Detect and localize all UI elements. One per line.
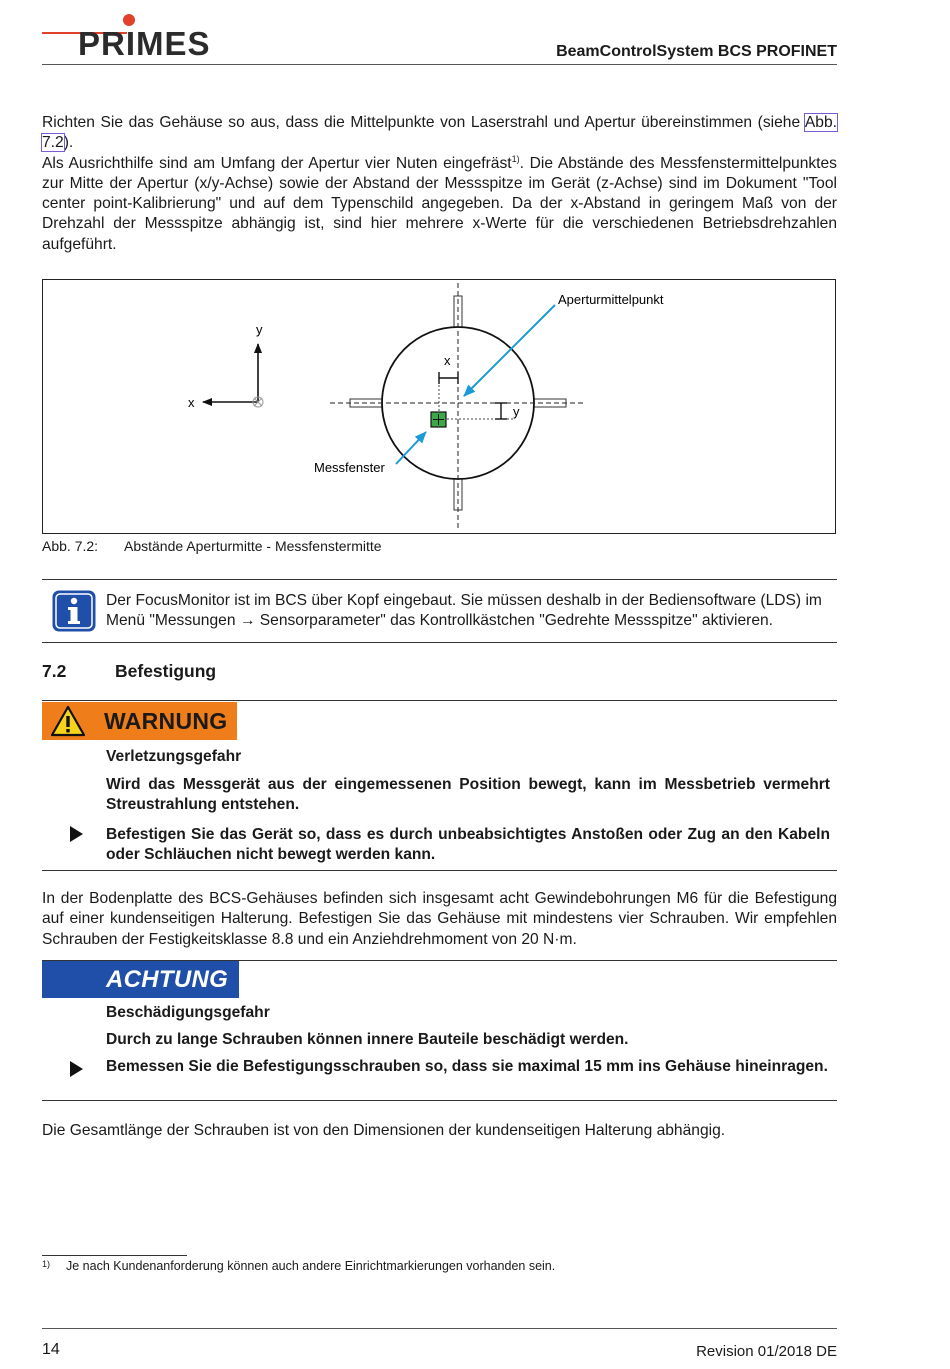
caution-bottom-rule xyxy=(42,1100,837,1101)
x-dimension-label: x xyxy=(444,353,451,368)
caution-action-arrow-icon xyxy=(70,1061,83,1077)
caution-action: Bemessen Sie die Befestigungsschrauben so, dass sie maximal 15 mm ins Gehäuse hineinragen. xyxy=(106,1058,828,1075)
info-bottom-rule xyxy=(42,642,837,643)
y-dimension-label: y xyxy=(513,404,520,419)
caution-subtitle: Beschädigungsgefahr xyxy=(106,1004,270,1021)
section-heading xyxy=(42,661,216,682)
section-title: Befestigung xyxy=(115,661,217,681)
footnote xyxy=(42,1259,555,1273)
figure-caption-number: Abb. 7.2: xyxy=(42,538,99,554)
aperture-center-label: Aperturmittelpunkt xyxy=(558,292,664,307)
aperture-center-pointer xyxy=(464,305,555,396)
footnote-mark: 1) xyxy=(42,1259,51,1269)
figure-caption xyxy=(42,538,382,554)
section-number: 7.2 xyxy=(42,661,67,681)
caution-text: Durch zu lange Schrauben können innere Bauteile beschädigt werden. xyxy=(106,1031,629,1048)
intro-line-2 xyxy=(42,154,837,255)
warning-subtitle: Verletzungsgefahr xyxy=(106,748,242,765)
footnote-text: Je nach Kundenanforderung können auch andere Einrichtmarkierungen vorhanden sein. xyxy=(66,1259,556,1273)
intro-text-1-end: ). xyxy=(63,134,74,152)
warning-action: Befestigen Sie das Gerät so, dass es durch unbeabsichtigtes Anstoßen oder Zug an den Kabeln oder Schläuchen nicht bewegt werden kann. xyxy=(106,826,830,864)
intro-text-1: Richten Sie das Gehäuse so aus, dass die Mittelpunkte von Laserstrahl und Apertur übereinstimmen (siehe xyxy=(42,114,801,131)
y-axis-label: y xyxy=(256,322,263,337)
intro-line-1 xyxy=(42,113,837,154)
intro-paragraph xyxy=(42,113,837,255)
document-title: BeamControlSystem BCS PROFINET xyxy=(556,43,837,60)
info-icon xyxy=(52,590,96,632)
footnote-rule xyxy=(42,1255,187,1256)
warning-triangle-icon xyxy=(50,705,86,737)
closing-paragraph: Die Gesamtlänge der Schrauben ist von den Dimensionen der kundenseitigen Halterung abhängig. xyxy=(42,1122,726,1139)
footer-divider xyxy=(42,1328,837,1329)
caution-label: ACHTUNG xyxy=(106,966,229,993)
header-divider xyxy=(42,64,837,65)
revision-label: Revision 01/2018 DE xyxy=(696,1343,837,1360)
aperture-diagram-svg xyxy=(43,280,835,533)
figure-aperture-diagram xyxy=(42,279,836,534)
warning-text: Wird das Messgerät aus der eingemessenen Position bewegt, kann im Messbetrieb vermehrt Streustrahlung entstehen. xyxy=(106,776,830,814)
info-top-rule xyxy=(42,579,837,580)
warning-label: WARNUNG xyxy=(104,708,228,734)
primes-logo xyxy=(42,12,217,62)
intro-text-2b: . Die Abstände des Messfenstermittelpunktes zur Mitte der Apertur (x/y-Achse) sowie der Abstand der Messspitze im Gerät (z-Achse) sind im Dokument "Tool center point-Kalibrierung" und auf dem Typenschild angegeben. Da der x-Abstand in geringem Maß von der Drehzahl der Messspitze abhängig ist, sind hier mehrere x-Werte für die verschiedenen Betriebsdrehzahlen aufgeführt. xyxy=(42,154,837,253)
figure-reference-link[interactable]: Abb. 7.2 xyxy=(42,114,837,152)
figure-caption-text: Abstände Aperturmitte - Messfenstermitte xyxy=(124,538,382,554)
x-axis-label: x xyxy=(188,395,195,410)
caution-banner xyxy=(42,961,239,998)
section-rule xyxy=(42,700,837,701)
intro-text-2a: Als Ausrichthilfe sind am Umfang der Apertur vier Nuten eingefräst xyxy=(42,154,512,172)
warning-action-arrow-icon xyxy=(70,826,83,842)
info-note-text: Der FocusMonitor ist im BCS über Kopf eingebaut. Sie müssen deshalb in der Bediensoftware (LDS) im Menü "Messungen → Sensorparameter" das Kontrollkästchen "Gedrehte Messspitze" aktivieren. xyxy=(106,592,822,630)
warning-bottom-rule xyxy=(42,870,837,871)
footnote-marker[interactable]: 1) xyxy=(511,153,520,164)
window-pointer xyxy=(396,432,426,464)
logo-text: PRIMES xyxy=(78,25,211,62)
window-label: Messfenster xyxy=(314,460,385,475)
warning-banner xyxy=(42,702,237,740)
page-number: 14 xyxy=(42,1341,60,1358)
mounting-paragraph: In der Bodenplatte des BCS-Gehäuses befinden sich insgesamt acht Gewindebohrungen M6 für die Befestigung auf einer kundenseitigen Halterung. Befestigen Sie das Gehäuse mit mindestens vier Schrauben. Wir empfehlen Schrauben der Festigkeitsklasse 8.8 und ein Anziehdrehmoment von 20 N·m. xyxy=(42,890,837,948)
